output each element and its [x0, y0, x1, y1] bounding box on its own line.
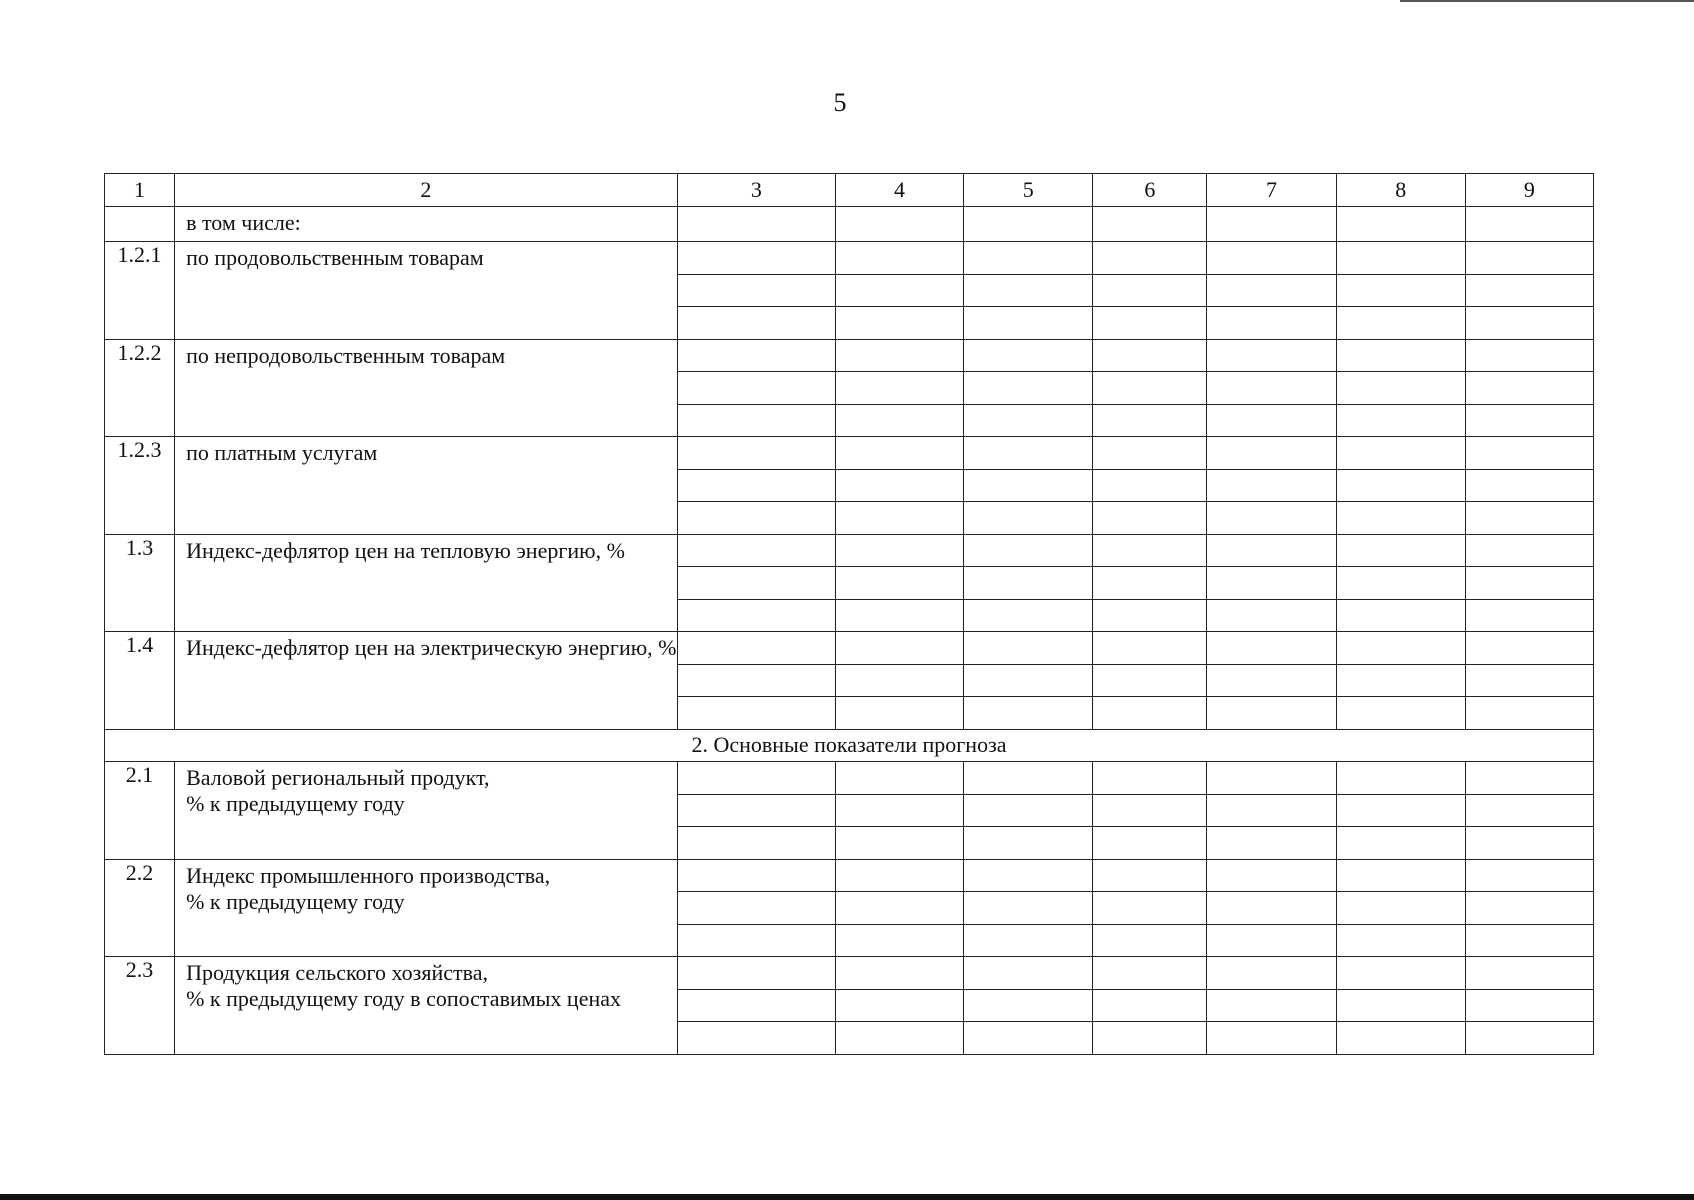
value-cell — [1465, 827, 1593, 860]
value-cell — [1336, 206, 1465, 242]
row-label: в том числе: — [175, 206, 678, 242]
value-cell — [1465, 794, 1593, 827]
value-cell — [1093, 599, 1207, 632]
value-cell — [1207, 892, 1336, 925]
row-label — [175, 859, 678, 957]
value-cell — [964, 307, 1093, 340]
value-cell — [677, 989, 835, 1022]
value-cell — [677, 404, 835, 437]
value-cell — [835, 632, 963, 665]
value-cell — [1336, 274, 1465, 307]
value-cell — [964, 892, 1093, 925]
value-cell — [1207, 827, 1336, 860]
table-row — [105, 957, 1594, 990]
value-cell — [1465, 206, 1593, 242]
value-cell — [1207, 339, 1336, 372]
top-edge-rule — [1400, 0, 1694, 2]
value-cell — [1465, 372, 1593, 405]
column-number: 5 — [964, 174, 1093, 207]
value-cell — [964, 599, 1093, 632]
value-cell — [835, 892, 963, 925]
value-cell — [1465, 534, 1593, 567]
value-cell — [1207, 794, 1336, 827]
value-cell — [1336, 762, 1465, 795]
value-cell — [1336, 632, 1465, 665]
value-cell — [1093, 502, 1207, 535]
row-label-line: % к предыдущему году — [186, 791, 405, 816]
value-cell — [835, 274, 963, 307]
value-cell — [1465, 632, 1593, 665]
value-cell — [1093, 989, 1207, 1022]
value-cell — [1336, 794, 1465, 827]
value-cell — [835, 307, 963, 340]
value-cell — [1336, 957, 1465, 990]
value-cell — [1093, 437, 1207, 470]
row-label-line: % к предыдущему году — [186, 888, 405, 914]
value-cell — [835, 567, 963, 600]
value-cell — [1207, 697, 1336, 730]
value-cell — [835, 404, 963, 437]
value-cell — [1465, 892, 1593, 925]
value-cell — [1465, 339, 1593, 372]
value-cell — [835, 206, 963, 242]
row-label-line: Валовой региональный продукт, — [186, 765, 490, 790]
value-cell — [1336, 697, 1465, 730]
value-cell — [1093, 794, 1207, 827]
value-cell — [835, 859, 963, 892]
value-cell — [677, 697, 835, 730]
value-cell — [1207, 502, 1336, 535]
row-label — [175, 762, 678, 860]
value-cell — [964, 372, 1093, 405]
value-cell — [964, 206, 1093, 242]
row-code: 1.2.3 — [105, 437, 175, 535]
value-cell — [964, 469, 1093, 502]
value-cell — [1093, 567, 1207, 600]
value-cell — [835, 339, 963, 372]
column-number: 1 — [105, 174, 175, 207]
value-cell — [1207, 372, 1336, 405]
value-cell — [1465, 437, 1593, 470]
value-cell — [1336, 924, 1465, 957]
table-row — [105, 762, 1594, 795]
value-cell — [1207, 274, 1336, 307]
value-cell — [1465, 697, 1593, 730]
column-number: 8 — [1336, 174, 1465, 207]
value-cell — [677, 794, 835, 827]
bottom-edge-rule — [0, 1194, 1694, 1200]
row-code: 1.2.2 — [105, 339, 175, 437]
value-cell — [1207, 567, 1336, 600]
value-cell — [1207, 242, 1336, 275]
value-cell — [1465, 599, 1593, 632]
page-number: 5 — [833, 88, 847, 117]
value-cell — [1207, 206, 1336, 242]
value-cell — [677, 437, 835, 470]
value-cell — [1093, 762, 1207, 795]
value-cell — [964, 339, 1093, 372]
value-cell — [1207, 404, 1336, 437]
value-cell — [677, 469, 835, 502]
value-cell — [964, 437, 1093, 470]
value-cell — [1465, 664, 1593, 697]
value-cell — [677, 567, 835, 600]
value-cell — [1207, 632, 1336, 665]
value-cell — [1465, 924, 1593, 957]
value-cell — [1093, 1022, 1207, 1055]
value-cell — [1093, 206, 1207, 242]
value-cell — [964, 242, 1093, 275]
value-cell — [1336, 1022, 1465, 1055]
value-cell — [964, 502, 1093, 535]
value-cell — [1207, 762, 1336, 795]
table-row — [105, 437, 1594, 470]
value-cell — [1207, 957, 1336, 990]
value-cell — [1336, 242, 1465, 275]
value-cell — [677, 664, 835, 697]
value-cell — [1336, 599, 1465, 632]
value-cell — [1093, 892, 1207, 925]
group1-body — [105, 242, 1594, 730]
row-code: 2.3 — [105, 957, 175, 1055]
value-cell — [835, 534, 963, 567]
row-label-line: % к предыдущему году в сопоставимых ценах — [186, 986, 622, 1011]
value-cell — [835, 924, 963, 957]
section-row — [105, 729, 1594, 762]
row-code — [105, 206, 175, 242]
value-cell — [835, 1022, 963, 1055]
table-row — [105, 242, 1594, 275]
value-cell — [1093, 404, 1207, 437]
forecast-table — [104, 173, 1594, 1055]
value-cell — [1207, 1022, 1336, 1055]
table-row — [105, 206, 1594, 242]
value-cell — [964, 762, 1093, 795]
value-cell — [677, 762, 835, 795]
value-cell — [835, 372, 963, 405]
value-cell — [964, 274, 1093, 307]
value-cell — [964, 859, 1093, 892]
value-cell — [1093, 339, 1207, 372]
value-cell — [1093, 274, 1207, 307]
value-cell — [964, 404, 1093, 437]
value-cell — [1336, 534, 1465, 567]
value-cell — [1336, 502, 1465, 535]
value-cell — [1336, 567, 1465, 600]
value-cell — [677, 534, 835, 567]
value-cell — [677, 924, 835, 957]
row-code: 2.2 — [105, 859, 175, 957]
value-cell — [964, 567, 1093, 600]
row-code: 1.4 — [105, 632, 175, 730]
value-cell — [1336, 372, 1465, 405]
value-cell — [964, 534, 1093, 567]
value-cell — [1465, 859, 1593, 892]
value-cell — [835, 697, 963, 730]
value-cell — [835, 827, 963, 860]
value-cell — [677, 957, 835, 990]
column-number: 3 — [677, 174, 835, 207]
row-code: 1.2.1 — [105, 242, 175, 340]
value-cell — [1465, 957, 1593, 990]
value-cell — [677, 206, 835, 242]
value-cell — [1465, 469, 1593, 502]
value-cell — [1207, 859, 1336, 892]
value-cell — [964, 924, 1093, 957]
value-cell — [1465, 242, 1593, 275]
value-cell — [677, 274, 835, 307]
row-label: по платным услугам — [175, 437, 678, 535]
value-cell — [1093, 632, 1207, 665]
value-cell — [677, 859, 835, 892]
section-title: 2. Основные показатели прогноза — [105, 729, 1594, 762]
value-cell — [677, 502, 835, 535]
value-cell — [1207, 307, 1336, 340]
value-cell — [1093, 469, 1207, 502]
value-cell — [964, 957, 1093, 990]
value-cell — [964, 697, 1093, 730]
value-cell — [835, 957, 963, 990]
value-cell — [1093, 534, 1207, 567]
value-cell — [835, 762, 963, 795]
value-cell — [1093, 372, 1207, 405]
table-row — [105, 632, 1594, 665]
value-cell — [1465, 274, 1593, 307]
value-cell — [1093, 697, 1207, 730]
row-code: 2.1 — [105, 762, 175, 860]
value-cell — [1207, 599, 1336, 632]
value-cell — [835, 599, 963, 632]
value-cell — [677, 827, 835, 860]
value-cell — [835, 664, 963, 697]
column-number: 6 — [1093, 174, 1207, 207]
value-cell — [677, 307, 835, 340]
value-cell — [1093, 307, 1207, 340]
value-cell — [1093, 242, 1207, 275]
value-cell — [835, 242, 963, 275]
value-cell — [1465, 567, 1593, 600]
value-cell — [835, 794, 963, 827]
table-row — [105, 859, 1594, 892]
value-cell — [1465, 307, 1593, 340]
value-cell — [1093, 664, 1207, 697]
value-cell — [1465, 762, 1593, 795]
value-cell — [1207, 924, 1336, 957]
value-cell — [1336, 307, 1465, 340]
value-cell — [1336, 339, 1465, 372]
value-cell — [1207, 534, 1336, 567]
value-cell — [677, 372, 835, 405]
value-cell — [1336, 892, 1465, 925]
value-cell — [677, 242, 835, 275]
table-row — [105, 534, 1594, 567]
value-cell — [835, 989, 963, 1022]
row-label: по продовольственным товарам — [175, 242, 678, 340]
row-label: Индекс-дефлятор цен на электрическую энергию, % — [175, 632, 678, 730]
column-number: 9 — [1465, 174, 1593, 207]
value-cell — [964, 664, 1093, 697]
column-number: 7 — [1207, 174, 1336, 207]
value-cell — [1207, 664, 1336, 697]
value-cell — [1207, 989, 1336, 1022]
group2-body — [105, 762, 1594, 1055]
row-code: 1.3 — [105, 534, 175, 632]
value-cell — [835, 502, 963, 535]
value-cell — [964, 794, 1093, 827]
value-cell — [1207, 437, 1336, 470]
value-cell — [1093, 859, 1207, 892]
value-cell — [677, 892, 835, 925]
value-cell — [1465, 1022, 1593, 1055]
row-label: по непродовольственным товарам — [175, 339, 678, 437]
value-cell — [1336, 469, 1465, 502]
value-cell — [1336, 437, 1465, 470]
value-cell — [677, 599, 835, 632]
table-row — [105, 339, 1594, 372]
value-cell — [964, 827, 1093, 860]
value-cell — [835, 469, 963, 502]
value-cell — [1207, 469, 1336, 502]
value-cell — [1336, 404, 1465, 437]
value-cell — [1465, 404, 1593, 437]
value-cell — [1465, 502, 1593, 535]
row-label: Индекс-дефлятор цен на тепловую энергию, % — [175, 534, 678, 632]
value-cell — [964, 632, 1093, 665]
value-cell — [677, 1022, 835, 1055]
value-cell — [1093, 957, 1207, 990]
row-label — [175, 957, 678, 1055]
value-cell — [677, 339, 835, 372]
column-number-row — [105, 174, 1594, 207]
value-cell — [1093, 924, 1207, 957]
value-cell — [1336, 989, 1465, 1022]
value-cell — [964, 989, 1093, 1022]
value-cell — [964, 1022, 1093, 1055]
column-number: 2 — [175, 174, 678, 207]
value-cell — [1336, 827, 1465, 860]
value-cell — [835, 437, 963, 470]
row-label-line: Индекс промышленного производства, — [186, 862, 551, 888]
value-cell — [677, 632, 835, 665]
value-cell — [1465, 989, 1593, 1022]
value-cell — [1093, 827, 1207, 860]
row-label-line: Продукция сельского хозяйства, — [186, 960, 489, 985]
value-cell — [1336, 859, 1465, 892]
value-cell — [1336, 664, 1465, 697]
column-number: 4 — [835, 174, 963, 207]
